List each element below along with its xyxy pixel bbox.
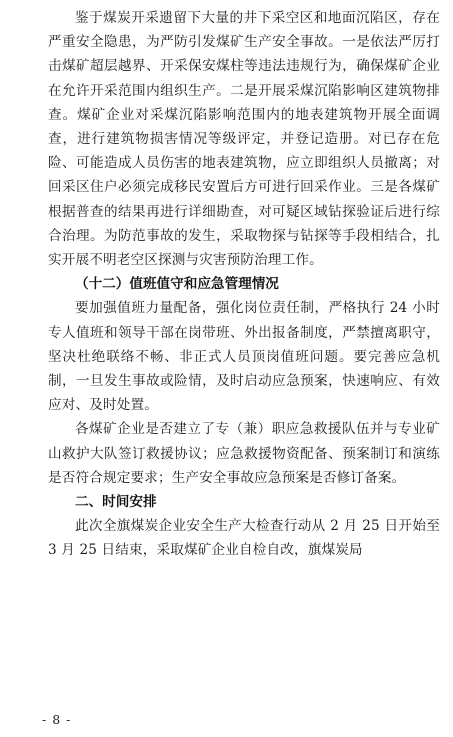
paragraph-duty-staffing: 要加强值班力量配备，强化岗位责任制，严格执行 24 小时专人值班和领导干部在岗带班、外出报备制度，严禁擅离职守，坚决杜绝联络不畅、非正式人员顶岗值班问题。要完善应急机制，一旦发生事故或险情，及时启动应急预案，快速响应、有效应对、及时处置。 xyxy=(48,300,440,414)
section-heading-schedule: 二、时间安排 xyxy=(75,494,157,511)
page-number: - 8 - xyxy=(42,712,72,727)
paragraph-inspection-timeline: 此次全旗煤炭企业安全生产大检查行动从 2 月 25 日开始至 3 月 25 日结束，采取煤矿企业自检自改，旗煤炭局 xyxy=(48,518,440,559)
paragraph-mined-out-area-prevention: 鉴于煤炭开采遗留下大量的井下采空区和地面沉陷区，存在严重安全隐患，为严防引发煤矿生产安全事故。一是依法严厉打击煤矿超层越界、开采保安煤柱等违法违规行为，确保煤矿企业在允许开采范围内组织生产。二是开展采煤沉陷影响区建筑物排查。煤矿企业对采煤沉陷影响范围内的地表建筑物开展全面调查，进行建筑物损害情况等级评定，并登记造册。对已存在危险、可能造成人员伤害的地表建筑物，应立即组织人员撤离；对回采区住户必须完成移民安置后方可进行回采作业。三是各煤矿根据普查的结果再进行详细勘查，对可疑区域钻探验证后进行综合治理。为防范事故的发生，采取物探与钻探等手段相结合，扎实开展不明老空区探测与灾害预防治理工作。 xyxy=(48,10,440,269)
document-body xyxy=(48,6,440,563)
subheading-duty-and-emergency: （十二）值班值守和应急管理情况 xyxy=(75,276,279,293)
paragraph-emergency-rescue: 各煤矿企业是否建立了专（兼）职应急救援队伍并与专业矿山救护大队签订救援协议；应急救援物资配备、预案制订和演练是否符合规定要求；生产安全事故应急预案是否修订备案。 xyxy=(48,421,440,486)
